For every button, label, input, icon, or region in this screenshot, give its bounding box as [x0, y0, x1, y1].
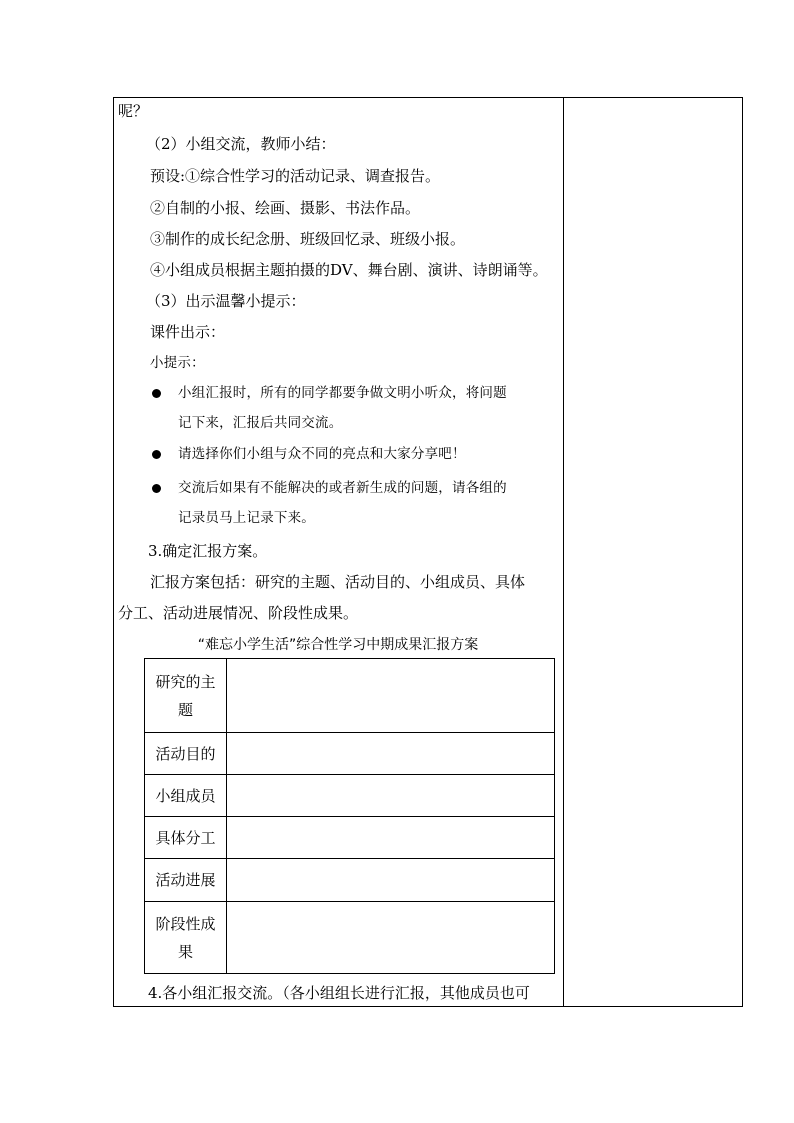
row-label: 具体分工 [145, 817, 227, 859]
row-value-cell [227, 902, 555, 974]
text-line: ④小组成员根据主题拍摄的DV、舞台剧、演讲、诗朗诵等。 [150, 261, 548, 279]
text-line: 预设:①综合性学习的活动记录、调查报告。 [150, 167, 441, 185]
row-label: 活动目的 [145, 733, 227, 775]
table-row [145, 902, 555, 974]
step-heading: 4.各小组汇报交流。（各小组组长进行汇报，其他成员也可 [148, 984, 530, 1002]
text-line: 课件出示： [150, 323, 226, 341]
text-line: 分工、活动进展情况、阶段性成果。 [118, 604, 359, 622]
notes-column-divider [563, 97, 564, 1007]
text-line: 呢？ [118, 102, 149, 120]
row-value-cell [227, 775, 555, 817]
text-line: ②自制的小报、绘画、摄影、书法作品。 [150, 199, 421, 217]
row-label: 小组成员 [145, 775, 227, 817]
text-line: （2）小组交流，教师小结： [146, 135, 336, 153]
text-line: （3）出示温馨小提示： [146, 292, 306, 310]
step-heading: 3.确定汇报方案。 [148, 542, 268, 560]
bullet-icon [152, 484, 161, 493]
plan-table [144, 658, 555, 974]
hint-item-line: 记下来，汇报后共同交流。 [178, 415, 343, 431]
table-row [145, 659, 555, 733]
row-value-cell [227, 659, 555, 733]
hint-item-line: 请选择你们小组与众不同的亮点和大家分享吧！ [178, 446, 466, 462]
table-row [145, 733, 555, 775]
bullet-icon [152, 450, 161, 459]
table-row [145, 775, 555, 817]
text-line: ③制作的成长纪念册、班级回忆录、班级小报。 [150, 230, 466, 248]
row-value-cell [227, 817, 555, 859]
hint-item-line: 交流后如果有不能解决的或者新生成的问题，请各组的 [178, 480, 507, 496]
hint-item-line: 小组汇报时，所有的同学都要争做文明小听众，将问题 [178, 385, 507, 401]
text-line: 汇报方案包括：研究的主题、活动目的、小组成员、具体 [150, 573, 526, 591]
row-label: 活动进展 [145, 859, 227, 902]
bullet-icon [152, 389, 161, 398]
plan-table-title: “难忘小学生活”综合性学习中期成果汇报方案 [197, 637, 479, 653]
hint-item-line: 记录员马上记录下来。 [178, 510, 315, 526]
row-value-cell [227, 859, 555, 902]
row-label: 阶段性成 果 [145, 902, 227, 974]
table-row [145, 859, 555, 902]
hint-heading: 小提示： [150, 355, 205, 371]
row-value-cell [227, 733, 555, 775]
row-label: 研究的主 题 [145, 659, 227, 733]
table-row [145, 817, 555, 859]
